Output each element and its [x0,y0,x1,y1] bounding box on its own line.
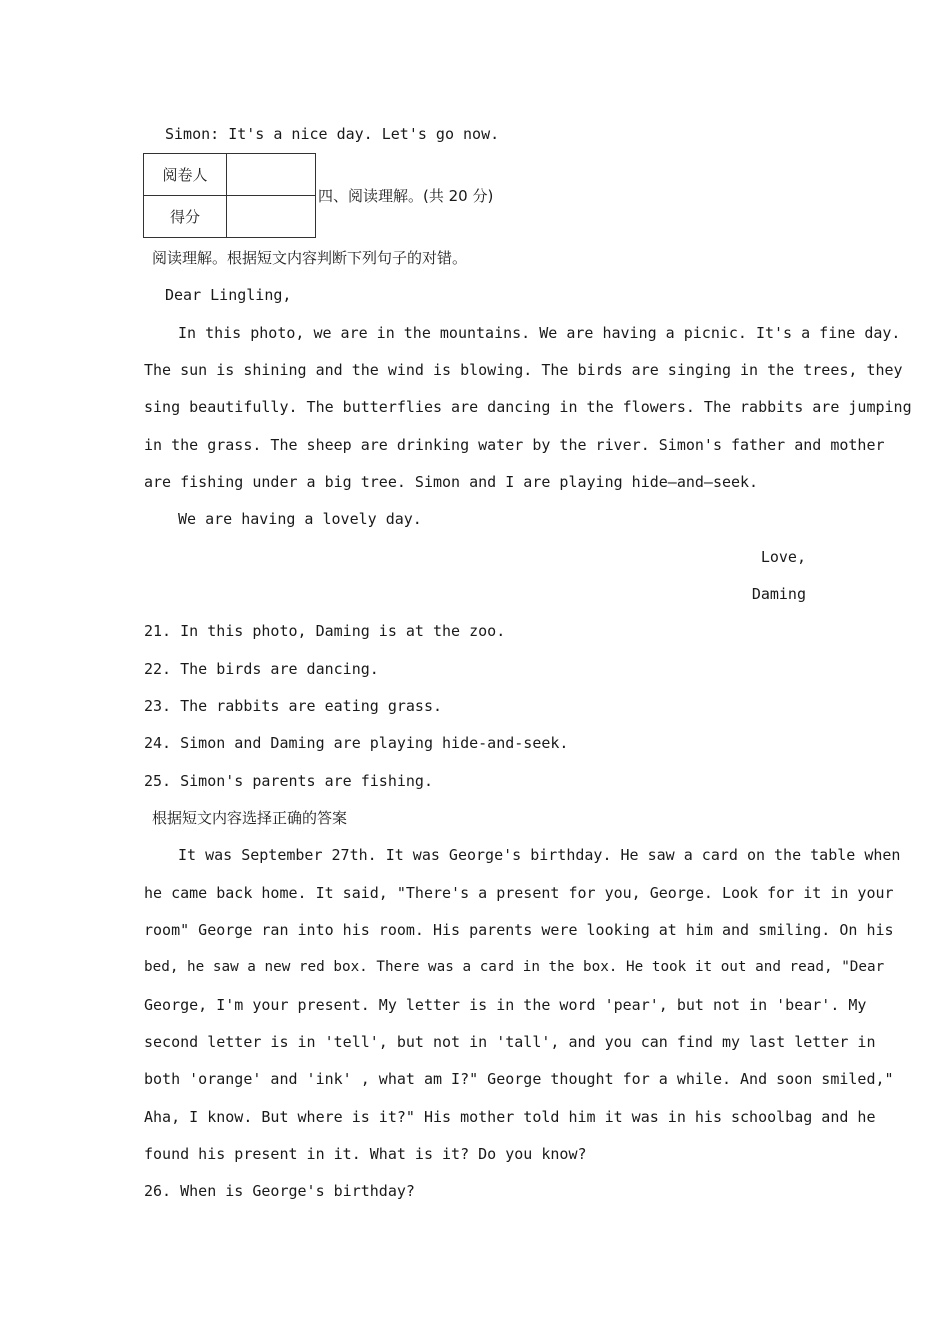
question-25: 25. Simon's parents are fishing. [144,772,433,790]
question-26: 26. When is George's birthday? [144,1182,415,1200]
question-24: 24. Simon and Daming are playing hide-and-seek. [144,734,569,752]
part1-instruction: 阅读理解。根据短文内容判断下列句子的对错。 [152,249,468,267]
story-line: he came back home. It said, "There's a present for you, George. Look for it in your [144,884,894,902]
dialogue-end: Simon: It's a nice day. Let's go now. [165,125,500,143]
score-label: 得分 [144,196,227,238]
story-line: both 'orange' and 'ink' , what am I?" George thought for a while. And soon smiled," [144,1070,894,1088]
letter-line: We are having a lovely day. [178,510,422,528]
letter-line: sing beautifully. The butterflies are dancing in the flowers. The rabbits are jumping [144,398,912,416]
reviewer-value [227,154,316,196]
section-title: 四、阅读理解。(共 20 分) [318,187,494,205]
reviewer-label: 阅卷人 [144,154,227,196]
question-21: 21. In this photo, Daming is at the zoo. [144,622,506,640]
letter-line: In this photo, we are in the mountains. We are having a picnic. It's a fine day. [178,324,901,342]
story-line: George, I'm your present. My letter is in the word 'pear', but not in 'bear'. My [144,996,867,1014]
letter-line: in the grass. The sheep are drinking water by the river. Simon's father and mother [144,436,885,454]
score-value [227,196,316,238]
letter-closing: Love, [760,548,806,566]
letter-line: are fishing under a big tree. Simon and I are playing hide—and—seek. [144,473,759,491]
story-line: second letter is in 'tell', but not in 'tall', and you can find my last letter in [144,1033,876,1051]
letter-signature: Daming [751,585,806,603]
question-22: 22. The birds are dancing. [144,660,379,678]
story-line: Aha, I know. But where is it?" His mother told him it was in his schoolbag and he [144,1108,876,1126]
letter-line: The sun is shining and the wind is blowing. The birds are singing in the trees, they [144,361,903,379]
question-23: 23. The rabbits are eating grass. [144,697,443,715]
letter-greeting: Dear Lingling, [165,286,292,304]
story-line: It was September 27th. It was George's birthday. He saw a card on the table when [178,846,901,864]
story-line: room" George ran into his room. His parents were looking at him and smiling. On his [144,921,894,939]
score-table [143,153,316,238]
part2-instruction: 根据短文内容选择正确的答案 [152,809,348,827]
story-line: bed, he saw a new red box. There was a card in the box. He took it out and read, "Dear [144,959,885,975]
story-line: found his present in it. What is it? Do you know? [144,1145,587,1163]
